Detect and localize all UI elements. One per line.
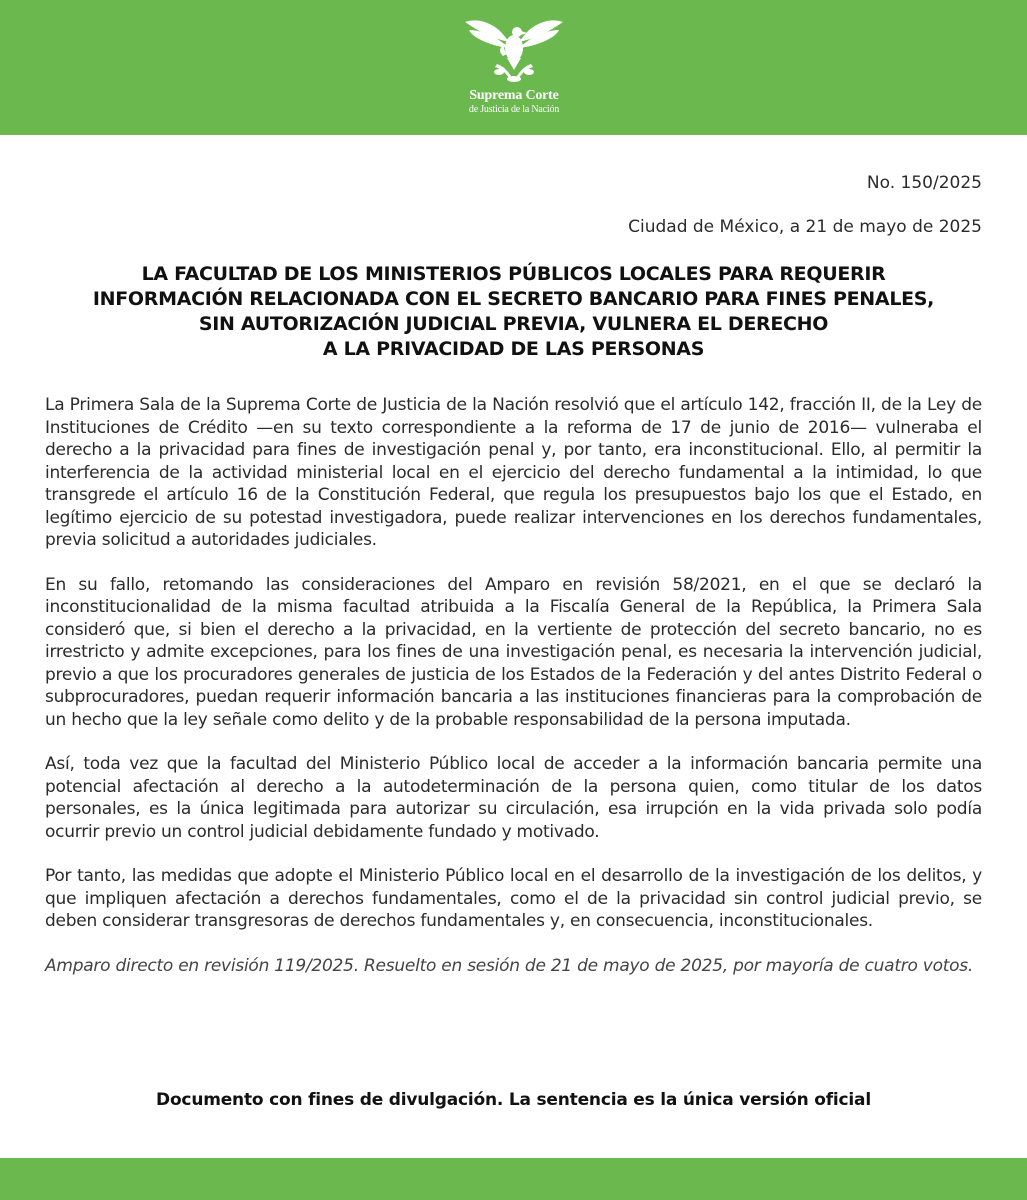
title-line: INFORMACIÓN RELACIONADA CON EL SECRETO BANCARIO PARA FINES PENALES, (92, 288, 935, 310)
logo-subtitle: de Justicia de la Nación (468, 104, 560, 115)
document-title (45, 262, 982, 362)
body-paragraph: Por tanto, las medidas que adopte el Ministerio Público local en el desarrollo de la investigación de los delitos, y que impliquen afectación a derechos fundamentales, como el de la privacidad sin control judicial previo, se deben considerar transgresoras de derechos fundamentales y, en consecuencia, inconstitucionales. (45, 866, 982, 931)
title-line: SIN AUTORIZACIÓN JUDICIAL PREVIA, VULNERA EL DERECHO (198, 313, 829, 335)
body-paragraph: La Primera Sala de la Suprema Corte de Justicia de la Nación resolvió que el artículo 142, fracción II, de la Ley de Instituciones de Crédito —en su texto correspondiente a la reforma de 17 de junio de 2016— vulneraba el derecho a la privacidad para fines de investigación penal y, por tanto, era inconstitucional. Ello, al permitir la interferencia de la actividad ministerial local en el ejercicio del derecho fundamental a la intimidad, lo que transgrede el artículo 16 de la Constitución Federal, que regula los presupuestos bajo los que el Estado, en legítimo ejercicio de su potestad investigadora, puede realizar intervenciones en los derechos fundamentales, previa solicitud a autoridades judiciales. (45, 395, 982, 550)
logo-title: Suprema Corte (469, 88, 559, 103)
title-line: A LA PRIVACIDAD DE LAS PERSONAS (322, 338, 705, 360)
body-paragraph: Así, toda vez que la facultad del Ministerio Público local de acceder a la información bancaria permite una potencial afectación al derecho a la autodeterminación de la persona quien, como titular de los datos personales, es la única legitimada para autorizar su circulación, esa irrupción en la vida privada solo podía ocurrir previo un control judicial debidamente fundado y motivado. (45, 754, 982, 842)
footer-band (0, 1158, 1027, 1200)
header-band (0, 0, 1027, 135)
document-number: No. 150/2025 (866, 173, 982, 193)
footer-disclaimer: Documento con fines de divulgación. La sentencia es la única versión oficial (156, 1090, 871, 1110)
case-citation: Amparo directo en revisión 119/2025. Resuelto en sesión de 21 de mayo de 2025, por mayoría de cuatro votos. (45, 955, 974, 976)
title-line: LA FACULTAD DE LOS MINISTERIOS PÚBLICOS LOCALES PARA REQUERIR (141, 263, 886, 285)
document-place-date: Ciudad de México, a 21 de mayo de 2025 (628, 217, 982, 237)
eagle-emblem-icon (459, 12, 569, 84)
document-body (45, 394, 982, 999)
scjn-logo[interactable] (449, 12, 579, 124)
body-paragraph: En su fallo, retomando las consideraciones del Amparo en revisión 58/2021, en el que se declaró la inconstitucionalidad de la misma facultad atribuida a la Fiscalía General de la República, la Primera Sala consideró que, si bien el derecho a la privacidad, en la vertiente de protección del secreto bancario, no es irrestricto y admite excepciones, para los fines de una investigación penal, es necesaria la intervención judicial, previo a que los procuradores generales de justicia de los Estados de la Federación y del antes Distrito Federal o subprocuradores, puedan requerir información bancaria a las instituciones financieras para la comprobación de un hecho que la ley señale como delito y de la probable responsabilidad de la persona imputada. (45, 574, 982, 730)
